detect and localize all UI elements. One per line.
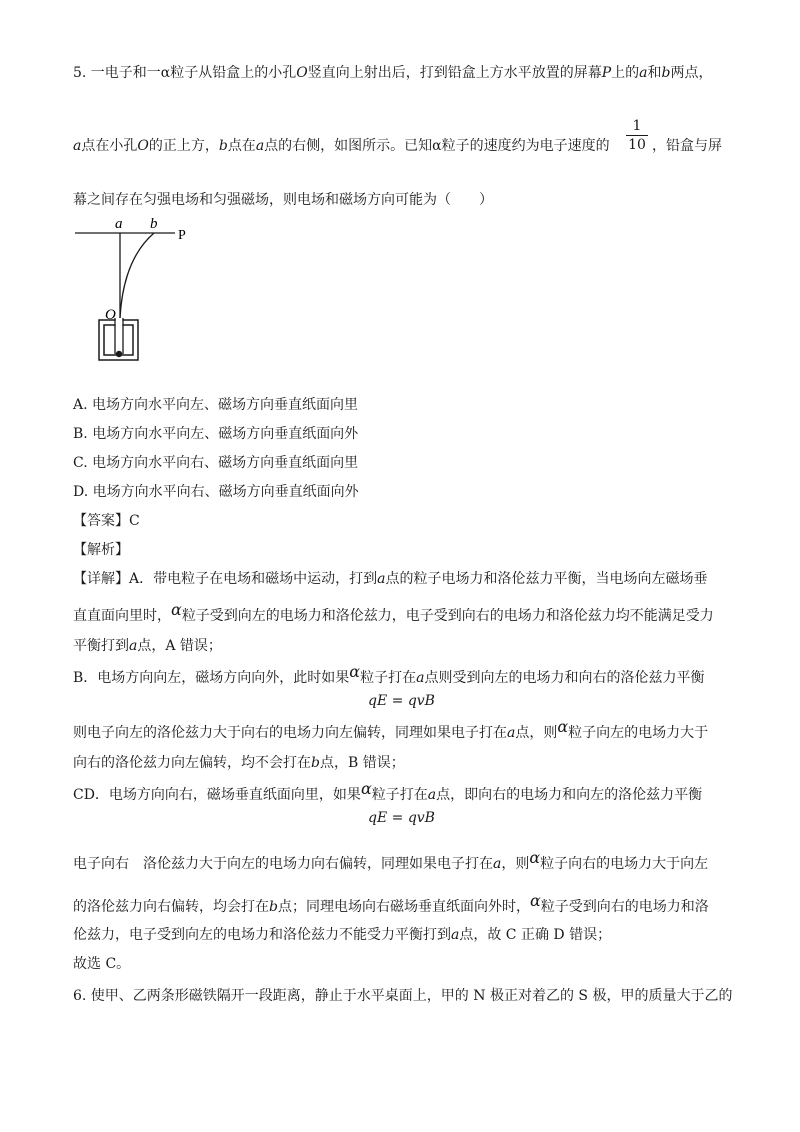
- electron-path: [120, 233, 154, 318]
- q5-stem-line-3: 幕之间存在匀强电场和匀强磁场，则电场和磁场方向可能为（ ）: [73, 192, 493, 208]
- velocity-ratio-fraction: [626, 117, 648, 154]
- option-a: A. 电场方向水平向左、磁场方向垂直纸面向里: [73, 397, 359, 413]
- detail-line-4: B．电场方向向左，磁场方向向外，此时如果α粒子打在a点则受到向左的电场力和向右的洛伦兹力平衡: [73, 662, 705, 686]
- detail-line-5: 则电子向左的洛伦兹力大于向右的电场力向左偏转，同理如果电子打在a点，则α粒子向左的电场力大于: [73, 717, 709, 741]
- detail-line-3: 平衡打到a点，A 错误；: [73, 638, 222, 654]
- label-P: P: [178, 228, 186, 243]
- hole-gap: [116, 319, 122, 326]
- physics-figure: [70, 212, 270, 372]
- equation-1: qE = qvB: [368, 693, 435, 709]
- option-c: C. 电场方向水平向右、磁场方向垂直纸面向里: [73, 455, 359, 471]
- fraction-numerator: 1: [626, 117, 648, 136]
- equation-2: qE = qvB: [368, 810, 435, 826]
- q5-stem-line-2-tail: ，铅盒与屏: [652, 138, 722, 154]
- option-d: D. 电场方向水平向右、磁场方向垂直纸面向外: [73, 484, 359, 500]
- detail-line-11: 故选 C。: [73, 956, 131, 972]
- detail-line-1: 【详解】A．带电粒子在电场和磁场中运动，打到a点的粒子电场力和洛伦兹力平衡，当电场向左磁场垂: [73, 571, 708, 587]
- q6-stem-line-1: 6. 使甲、乙两条形磁铁隔开一段距离，静止于水平桌面上，甲的 N 极正对着乙的 S 极，甲的质量大于乙的: [73, 988, 733, 1004]
- option-b: B. 电场方向水平向左、磁场方向垂直纸面向外: [73, 426, 359, 442]
- answer-value: C: [129, 513, 140, 529]
- label-b: b: [150, 216, 158, 232]
- source-dot: [116, 351, 122, 357]
- answer-line: [73, 511, 140, 531]
- fraction-denominator: 10: [628, 137, 646, 153]
- analysis-label: 【解析】: [73, 542, 129, 558]
- detail-line-2: 直直面向里时，α粒子受到向左的电场力和洛伦兹力，电子受到向右的电场力和洛伦兹力均不能满足受力: [73, 600, 714, 624]
- detail-line-7: CD．电场方向向右，磁场垂直纸面向里，如果α粒子打在a点，即向右的电场力和向左的洛伦兹力平衡: [73, 779, 703, 803]
- label-a: a: [115, 216, 123, 232]
- label-O: O: [105, 307, 116, 323]
- detail-line-8: 电子向右 洛伦兹力大于向左的电场力向右偏转，同理如果电子打在a，则α粒子向右的电场力大于向左: [73, 848, 709, 872]
- q5-stem-line-2: a点在小孔O的正上方，b点在a点的右侧，如图所示。已知α粒子的速度约为电子速度的: [73, 138, 610, 154]
- detail-line-10: 伦兹力，电子受到向左的电场力和洛伦兹力不能受力平衡打到a点，故 C 正确 D 错误；: [73, 927, 612, 943]
- lead-box-inner: [104, 325, 133, 355]
- detail-line-6: 向右的洛伦兹力向左偏转，均不会打在b点，B 错误；: [73, 755, 405, 771]
- q5-stem-line-1: 5. 一电子和一α粒子从铅盒上的小孔O竖直向上射出后，打到铅盒上方水平放置的屏幕P上的a和b两点，: [73, 65, 713, 81]
- detail-line-9: 的洛伦兹力向右偏转，均会打在b点；同理电场向右磁场垂直纸面向外时，α粒子受到向右的电场力和洛: [73, 891, 709, 915]
- answer-label: 【答案】: [73, 513, 129, 529]
